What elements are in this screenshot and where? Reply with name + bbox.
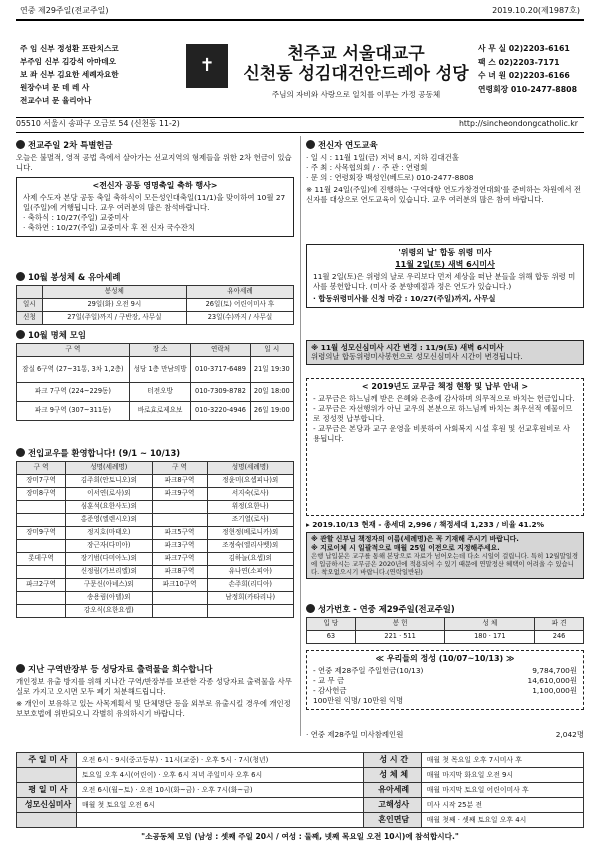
bullet-icon [306,604,315,613]
table-row: 파크 7구역 (224~229동) 터전오방 010-7309-8782 20일 18:00 [17,382,294,401]
table-row: 파크 9구역 (307~311동) 바로효로제요보 010-3220-4946 26일 19:00 [17,401,294,420]
issue-title: 연중 제29주일(전교주일) [20,6,109,15]
all-souls-title: '위령의 날' 합동 위령 미사 [398,248,492,257]
communion-table: 봉성체 유아세례 일시 29일(화) 오전 9시 26일(토) 어린이미사 후 신청 27일(주일)까지 / 구반장, 사무실 23일(수)까지 / 사무실 [16,285,294,325]
info-line: · 주 최 : 사목협의회 / · 주 관 : 연령회 [306,162,428,172]
info-line: · 문 의 : 연령회장 백성인(베드로) 010-2477-8808 [306,172,474,182]
staff-list [20,44,160,109]
marian-change: ※ 11월 성모신심미사 시간 변경 : 11/9(토) 새벽 6시미사 [311,343,504,352]
dues-title: < 2019년도 교무금 책정 현황 및 납부 안내 > [361,382,529,391]
all-souls-body: 11월 2일(토)은 위령의 날로 우리보다 먼저 세상을 떠난 분들을 위해 합동 위령 미사를 봉헌합니다. (미사 중 분향예절과 정은 연도가 있습니다.) [313,272,576,291]
section-title: 10월 명체 모임 [16,330,294,341]
section-all-souls [306,244,584,308]
dues-status [306,520,584,579]
table-row: 장미7구역 김주희(안토니오)외 파크8구역 정윤미(요셉피나)외 [17,474,294,487]
mass-schedule [16,752,584,841]
phone-fax: 팩 스 02)2203-7171 [478,57,560,67]
table-row: 홍준영(엘렌시오)외 조기열(로사) [17,513,294,526]
section-title: 전교주일 2차 특별헌금 [16,140,294,151]
section-dues [306,378,584,516]
dues-stat: ▸ 2019.10/13 현재 - 총세대 2,996 / 책정세대 1,233 / 비율 41.2% [306,520,545,529]
attendance-row: · 연중 제28주일 미사참례인원 2,042명 [306,730,584,739]
staff-pastor: 주 임 신부 정성환 프란치스코 [20,44,119,53]
addr-rule-bottom [16,132,584,133]
table-row: 송용림(아델)외 남정희(카타리나) [17,591,294,604]
issue-date: 2019.10.20(제1987호) [492,6,580,15]
marian-mass-notice [306,340,584,365]
bullet-icon [16,330,25,339]
offering-row: - 감사헌금 1,100,000원 [313,686,577,695]
table-row: 파크2구역 구문신(아녜스)외 파크10구역 손주희(리디아) [17,578,294,591]
table-row: 강오식(요한요셉) [17,604,294,617]
table-row: 신정림(가브리엘)외 파크8구역 유나연(소피아) [17,565,294,578]
staff-assistant: 부주임 신부 김강석 아마데오 [20,57,116,66]
parish-logo-icon: ✝ [186,44,228,88]
address-text: 05510 서울시 송파구 오금로 54 (신천동 11-2) [16,119,180,128]
hymn-table: 입 당 봉 헌 성 체 파 견 63 221 · 511 180 · 171 246 [306,617,584,644]
offerings-title: ≪ 우리들의 정성 (10/07~10/13) ≫ [375,654,515,663]
feast-title: <전신자 공동 영명축일 축하 행사> [92,180,218,190]
section-note: ※ 11월 24일(주일)에 진행하는 '구역대항 연도가창경연대회'를 준비하는 차원에서 전 신자를 대상으로 연도교육이 있습니다. 교우 여러분의 많은 참여 바랍니다. [306,184,581,204]
bullet-icon [16,448,25,457]
staff-sister: 전교수녀 문 율리아나 [20,96,92,105]
section-prayer-education [306,140,584,205]
table-row: 토요일 오후 4시(어린이) · 오후 6시 저녁 주일미사 오후 6시 성 체 체 매월 마지막 화요일 오전 9시 [17,768,584,783]
section-name-day [16,330,294,421]
parish-name: 신천동 성김대건안드레아 성당 [243,64,469,84]
feast-box [16,177,294,237]
section-title: 지난 구역반장부 등 성당자료 출력물을 회수합니다 [16,664,294,675]
table-row: 주 일 미 사 오전 6시 · 9시(중고등부) · 11시(교중) · 오후 5시 · 7시(청년) 성 시 간 매월 첫 목요일 오후 7시미사 후 [17,753,584,768]
section-title: 성가번호 - 연중 제29주일(전교주일) [306,604,584,615]
bullet-icon [306,140,315,149]
website-link[interactable]: http://sincheondongcatholic.kr [458,119,578,128]
parish-title [236,44,476,84]
section-newcomers [16,448,294,618]
table-row: 롯데구역 장기범(다미아노)외 파크7구역 김하늘(요셉)외 [17,552,294,565]
feast-item: · 축하식 : 10/27(주일) 교중미사 [23,212,129,222]
phone-office: 사 무 실 02)2203-6161 [478,44,570,53]
parish-diocese: 천주교 서울대교구 [287,44,425,64]
table-row: 장미8구역 이서연(로사)외 파크9구역 서지숙(로사) [17,487,294,500]
all-souls-date: 11월 2일(토) 새벽 6시미사 [395,260,495,269]
contact-list [478,44,588,98]
table-row: 63 221 · 511 180 · 171 246 [307,630,584,643]
section-records-return [16,664,294,719]
phone-funeral: 연령회장 010-2477-8808 [478,84,577,94]
dues-line: - 교무금은 하느님께 받은 은혜와 은총에 감사하며 의무적으로 바치는 헌금입니다. [313,394,575,403]
offering-row: - 교 무 금 14,610,000원 [313,676,577,685]
nameday-table: 구 역 장 소 연락처 일 시 잠실 6구역 (27~31통, 3차 1,2층) 성당 1층 만남의방 010-3717-6489 21일 19:30 파크 7구역 (224~229동) 터전오방 010-7309-8782 20일 18:00 파크 9구역 (307~311동) 바로효로제요보 010-3220-4946 26일 19:00 [16,343,294,421]
section-title: 10월 봉성체 & 유아세례 [16,272,294,283]
all-souls-apply: · 합동위령미사를 신청 마감 : 10/27(주일)까지, 사무실 [313,294,496,303]
table-row: 혼인면담 매월 첫째 · 셋째 토요일 오후 4시 [17,813,584,828]
section-title: 전신자 연도교육 [306,140,584,151]
feast-body: 사제 수도자 본당 공동 축일 축하식이 모든성인대축일(11/1)을 맞이하여 10월 27일(주일)에 거행됩니다. 교우 여러분의 많은 참석바랍니다. [23,192,286,212]
section-mission-offering [16,140,294,237]
dues-line: - 교무금은 자선행위가 아닌 교우의 본분으로 하느님께 바치는 최우선적 예물이므로 정성껏 납부합니다. [313,404,573,423]
bullet-icon [16,272,25,281]
mass-schedule-table [16,752,584,828]
feast-item: · 축하연 : 10/27(주일) 교중미사 후 전 신자 국수잔치 [23,222,196,232]
table-row: 성모신심미사 매월 첫 토요일 오전 6시 고해성사 미사 시작 25분 전 [17,798,584,813]
section-body: 개인정보 유출 방지를 위해 지나간 구역/반장부를 보관한 각종 성당자료 출력물을 사무실로 가지고 오시면 모두 폐기 처분해드립니다. [16,676,292,696]
staff-superior: 원장수녀 문 데 레 사 [20,83,90,92]
newcomers-table: 구 역 성명(세례명) 구 역 성명(세례명) 장미7구역 김주희(안토니오)외 파크8구역 정윤미(요셉피나)외 장미8구역 이서연(로사)외 파크9구역 서지숙(로사) 심훈석(요한사도)외 위정(요한나) 홍준영(엘렌시오)외 조기열(로사) 장미9구역 정지호(마태오) 파크5구역 정현정(베로니카)외 장근자(다미아) 파크3구역 조정숙(엘리사벳)외 롯데구역 장기범(다미아노)외 파크7구역 김하늘(요셉)외 신정림(가브리엘)외 파크8구역 유나연(소피아) 파크2구역 구문신(아녜스)외 파크10구역 손주희(리디아) 송용림(아델)외 남정희(카타리나) 강오식(요한요셉) [16,461,294,618]
header-rule [16,19,584,21]
table-row: 일시 29일(화) 오전 9시 26일(토) 어린이미사 후 [17,298,294,311]
staff-associate: 보 좌 신부 김요한 세례자요한 [20,70,119,79]
column-divider [300,136,301,736]
offering-row: - 연중 제28주일 주일헌금(10/13) 9,784,700원 [313,666,577,675]
addr-rule-top [16,117,584,118]
section-body: 오늘은 불멸적, 영적 공법 측에서 살아가는 선교지역의 형제들을 위한 2차 헌금이 있습니다. [16,152,292,172]
table-row: 신청 27일(주일)까지 / 구반장, 사무실 23일(수)까지 / 사무실 [17,311,294,324]
section-communion-baptism [16,272,294,325]
phone-convent: 수 녀 원 02)2203-6166 [478,71,570,80]
section-title: 전입교우를 환영합니다! (9/1 ~ 10/13) [16,448,294,459]
table-row: 잠실 6구역 (27~31통, 3차 1,2층) 성당 1층 만남의방 010-3717-6489 21일 19:30 [17,356,294,382]
info-line: · 일 시 : 11월 1일(금) 저녁 8시, 지하 김대건홀 [306,152,459,162]
marian-reason: 위령의날 합동위령미사봉헌으로 성모신심미사 시간이 변경됩니다. [311,352,523,362]
section-offerings [306,650,584,710]
table-row: 장미9구역 정지호(마태오) 파크5구역 정현정(베로니카)외 [17,526,294,539]
section-note: ※ 개인이 보유하고 있는 사목계획서 및 단체명단 등을 외부로 유출시킬 경우에 개인정보보호법에 위반되오니 각별히 유의하시기 바랍니다. [16,698,291,718]
bullet-icon [16,140,25,149]
table-row: 장근자(다미아) 파크3구역 조정숙(엘리사벳)외 [17,539,294,552]
address-bar [16,119,584,131]
dues-line: - 교무금은 본당과 교구 운영을 비롯하여 사회복지 시설 후원 및 선교후원비로 사용됩니다. [313,424,570,443]
community-notice: "소공동체 모임 (남성 : 셋째 주일 20시 / 여성 : 둘째, 넷째 목요일 오전 10시)에 참석합시다." [141,832,459,841]
table-row: 평 일 미 사 오전 6시(월~토) · 오전 10시(화~금) · 오후 7시(화~금) 유아세례 매월 마지막 토요일 어린이미사 후 [17,783,584,798]
section-hymns [306,604,584,644]
dues-notice: ※ 관할 신부님 책정자의 이름(세례명)은 꼭 기재해 주시기 바랍니다. ※ 지로이체 시 일괄적으로 매월 25일 이전으로 지정해주세요. 은행 납입분은 교구를 통해 본당으로 자료가 넘어오는데 다소 시일이 걸립니다. 특히 12월말일경에 입금하시는 교무금은 2020년에 적용되어 수 있기 때문에 연말정산 혜택이 어려울 수 있습니다. 착오없으시기 바랍니다.(연락일반된) [306,532,584,579]
offering-anon: 100만원 익명/ 10만원 익명 [313,696,404,705]
parish-motto: 주님의 자비와 사랑으로 일치를 이루는 가정 공동체 [271,90,441,99]
issue-header [16,6,584,18]
bullet-icon [16,664,25,673]
table-row: 심훈석(요한사도)외 위정(요한나) [17,500,294,513]
